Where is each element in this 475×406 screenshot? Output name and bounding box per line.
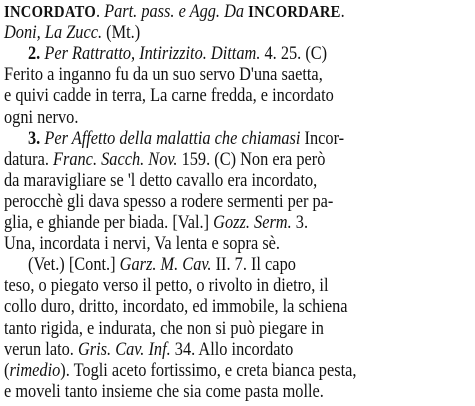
sense-2-line bbox=[28, 43, 327, 65]
entry-line-15 bbox=[4, 296, 348, 318]
quote-text: ogni nervo. bbox=[4, 106, 79, 128]
entry-line-10 bbox=[4, 191, 333, 213]
sense-number: 3. bbox=[28, 127, 41, 149]
citation-author: Doni, La Zucc. bbox=[4, 22, 103, 44]
source-word: INCORDARE bbox=[248, 2, 341, 21]
sense-number: 2. bbox=[28, 43, 41, 65]
quote-text: teso, o piegato verso il petto, o rivolto in dietro, il bbox=[4, 275, 329, 297]
quote-text: glia, e ghiande per biada. [Val.] bbox=[4, 212, 214, 233]
entry-line-2 bbox=[4, 22, 140, 44]
quote-text: perocchè gli dava spesso a rodere sermenti per pa- bbox=[4, 190, 334, 212]
entry-line-6 bbox=[4, 107, 78, 129]
quote-text: tanto rigida, e indurata, che non si può piegare in bbox=[4, 317, 324, 339]
citation-rest: II. 7. Il capo bbox=[211, 254, 296, 276]
headword: INCORDATO bbox=[4, 2, 96, 21]
entry-line-4 bbox=[4, 64, 323, 86]
entry-line-17 bbox=[4, 339, 293, 361]
quote-text: da maravigliare se 'l detto cavallo era incordato, bbox=[4, 169, 318, 191]
sense-3-line bbox=[28, 128, 344, 150]
entry-line-5 bbox=[4, 85, 334, 107]
entry-line-9 bbox=[4, 170, 317, 192]
citation-author: Gozz. Serm. bbox=[213, 212, 292, 233]
sense-definition: Per Rattratto, Intirizzito. Dittam. bbox=[40, 43, 261, 65]
entry-line-19 bbox=[4, 381, 324, 403]
citation-author: Franc. Sacch. Nov. bbox=[53, 148, 178, 170]
sense-definition: Per Affetto della malattia che chiamasi bbox=[40, 127, 301, 149]
quote-text: ). Togli aceto fortissimo, e creta bianca pesta, bbox=[60, 359, 357, 381]
quote-text: e quivi cadde in terra, La carne fredda, e incordato bbox=[4, 85, 334, 107]
quote-text: e moveli tanto insieme che sia come pasta molle. bbox=[4, 380, 324, 402]
paren-open: ( bbox=[4, 359, 10, 381]
entry-line-1 bbox=[4, 1, 345, 23]
entry-line-8 bbox=[4, 149, 325, 171]
citation-rest: 34. Allo incordato bbox=[170, 338, 294, 360]
entry-line-16 bbox=[4, 318, 324, 340]
quote-text: Una, incordata i nervi, Va lenta e sopra sè. bbox=[4, 233, 281, 255]
citation-author: Gris. Cav. Inf. bbox=[77, 338, 171, 360]
quote-text: collo duro, dritto, incordato, ed immobile, la schiena bbox=[4, 296, 348, 318]
entry-line-12 bbox=[4, 233, 280, 255]
sense-rest: Incor- bbox=[300, 127, 345, 149]
italic-word: rimedio bbox=[9, 359, 61, 381]
citation-rest: 159. (C) Non era però bbox=[177, 148, 326, 170]
headword-separator: . bbox=[95, 1, 105, 22]
quote-text: (Vet.) [Cont.] bbox=[28, 254, 120, 276]
entry-line-11 bbox=[4, 212, 308, 234]
line-end: . bbox=[340, 1, 345, 22]
citation-author: Garz. M. Cav. bbox=[119, 254, 212, 276]
entry-line-14 bbox=[4, 275, 328, 297]
quote-text: datura. bbox=[4, 148, 54, 170]
citation-rest: 3. bbox=[291, 212, 309, 233]
citation-ref: (Mt.) bbox=[102, 22, 141, 44]
grammar-label: Part. pass. e Agg. Da bbox=[104, 1, 249, 22]
quote-text: Ferito a inganno fu da un suo servo D'una saetta, bbox=[4, 64, 323, 86]
citation-ref: 4. 25. (C) bbox=[260, 43, 328, 65]
quote-text: verun lato. bbox=[4, 338, 78, 360]
entry-line-18 bbox=[4, 360, 356, 382]
entry-line-13 bbox=[28, 254, 296, 276]
